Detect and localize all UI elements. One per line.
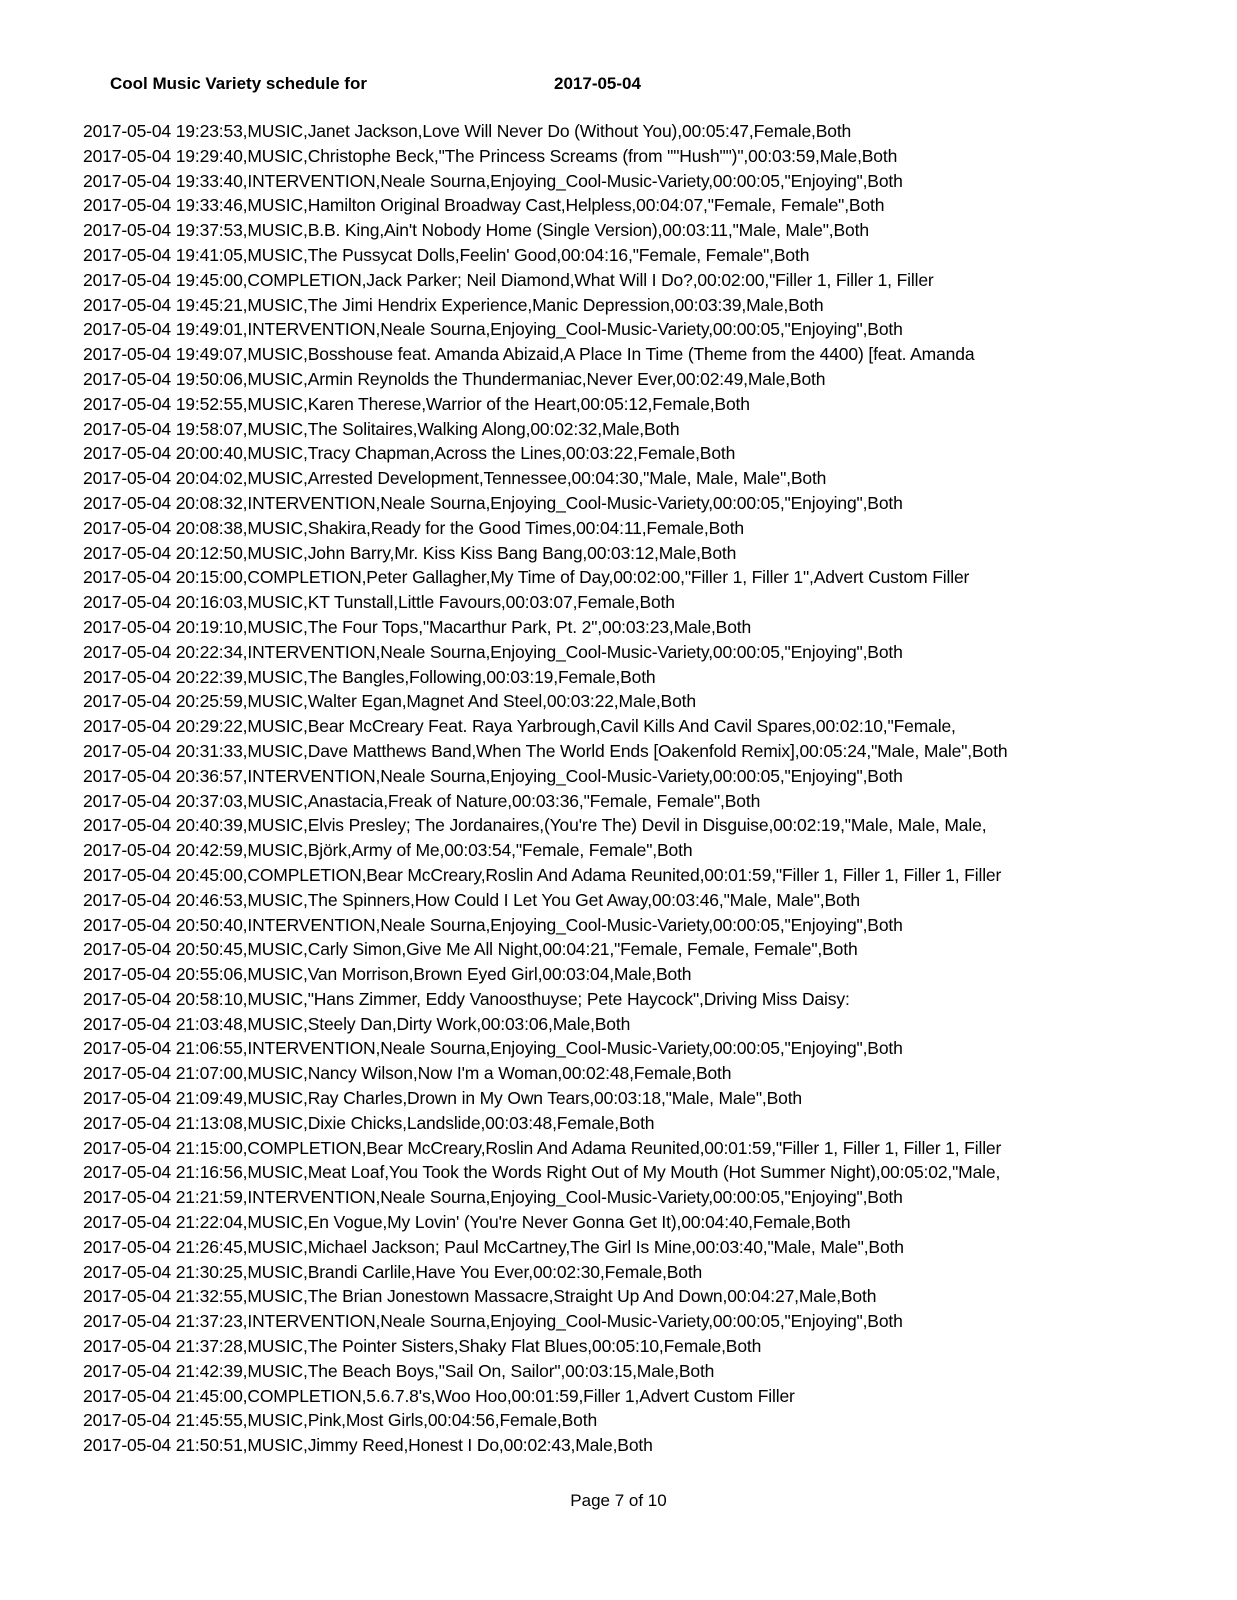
schedule-row: 2017-05-04 20:40:39,MUSIC,Elvis Presley; The Jordanaires,(You're The) Devil in Disguise,00:02:19,"Male, Male, Male, xyxy=(83,815,987,836)
schedule-row: 2017-05-04 19:33:40,INTERVENTION,Neale Sourna,Enjoying_Cool-Music-Variety,00:00:05,"Enjoying",Both xyxy=(83,170,903,191)
schedule-row: 2017-05-04 19:41:05,MUSIC,The Pussycat Dolls,Feelin' Good,00:04:16,"Female, Female",Both xyxy=(83,244,810,265)
schedule-row: 2017-05-04 20:42:59,MUSIC,Björk,Army of Me,00:03:54,"Female, Female",Both xyxy=(83,840,693,861)
schedule-row: 2017-05-04 21:50:51,MUSIC,Jimmy Reed,Honest I Do,00:02:43,Male,Both xyxy=(83,1435,653,1456)
schedule-row: 2017-05-04 20:00:40,MUSIC,Tracy Chapman,Across the Lines,00:03:22,Female,Both xyxy=(83,443,736,464)
schedule-row: 2017-05-04 20:37:03,MUSIC,Anastacia,Freak of Nature,00:03:36,"Female, Female",Both xyxy=(83,790,761,811)
schedule-row: 2017-05-04 21:26:45,MUSIC,Michael Jackson; Paul McCartney,The Girl Is Mine,00:03:40,"Male, Male",Both xyxy=(83,1236,904,1257)
schedule-list xyxy=(83,119,1183,1458)
schedule-row: 2017-05-04 21:09:49,MUSIC,Ray Charles,Drown in My Own Tears,00:03:18,"Male, Male",Both xyxy=(83,1088,802,1109)
schedule-row: 2017-05-04 19:37:53,MUSIC,B.B. King,Ain't Nobody Home (Single Version),00:03:11,"Male, Male",Both xyxy=(83,220,869,241)
schedule-row: 2017-05-04 20:46:53,MUSIC,The Spinners,How Could I Let You Get Away,00:03:46,"Male, Male",Both xyxy=(83,889,860,910)
schedule-row: 2017-05-04 19:50:06,MUSIC,Armin Reynolds the Thundermaniac,Never Ever,00:02:49,Male,Both xyxy=(83,368,826,389)
schedule-row: 2017-05-04 21:13:08,MUSIC,Dixie Chicks,Landslide,00:03:48,Female,Both xyxy=(83,1112,655,1133)
schedule-row: 2017-05-04 21:30:25,MUSIC,Brandi Carlile,Have You Ever,00:02:30,Female,Both xyxy=(83,1261,703,1282)
schedule-row: 2017-05-04 21:06:55,INTERVENTION,Neale Sourna,Enjoying_Cool-Music-Variety,00:00:05,"Enjoying",Both xyxy=(83,1038,903,1059)
schedule-row: 2017-05-04 19:23:53,MUSIC,Janet Jackson,Love Will Never Do (Without You),00:05:47,Female,Both xyxy=(83,121,852,141)
schedule-row: 2017-05-04 21:22:04,MUSIC,En Vogue,My Lovin' (You're Never Gonna Get It),00:04:40,Female,Both xyxy=(83,1212,851,1233)
schedule-row: 2017-05-04 20:50:40,INTERVENTION,Neale Sourna,Enjoying_Cool-Music-Variety,00:00:05,"Enjoying",Both xyxy=(83,914,903,935)
schedule-row: 2017-05-04 20:31:33,MUSIC,Dave Matthews Band,When The World Ends [Oakenfold Remix],00:05:24,"Male, Male",Both xyxy=(83,740,1008,761)
schedule-row: 2017-05-04 19:52:55,MUSIC,Karen Therese,Warrior of the Heart,00:05:12,Female,Both xyxy=(83,393,750,414)
schedule-row: 2017-05-04 21:15:00,COMPLETION,Bear McCreary,Roslin And Adama Reunited,00:01:59,"Filler 1, Filler 1, Filler 1, Filler xyxy=(83,1137,1002,1158)
schedule-row: 2017-05-04 19:45:21,MUSIC,The Jimi Hendrix Experience,Manic Depression,00:03:39,Male,Both xyxy=(83,294,824,315)
schedule-row: 2017-05-04 20:15:00,COMPLETION,Peter Gallagher,My Time of Day,00:02:00,"Filler 1, Filler 1",Advert Custom Filler xyxy=(83,567,970,588)
schedule-row: 2017-05-04 20:50:45,MUSIC,Carly Simon,Give Me All Night,00:04:21,"Female, Female, Female",Both xyxy=(83,939,858,960)
schedule-row: 2017-05-04 20:25:59,MUSIC,Walter Egan,Magnet And Steel,00:03:22,Male,Both xyxy=(83,691,696,712)
schedule-row: 2017-05-04 20:22:34,INTERVENTION,Neale Sourna,Enjoying_Cool-Music-Variety,00:00:05,"Enjoying",Both xyxy=(83,641,903,662)
schedule-row: 2017-05-04 19:58:07,MUSIC,The Solitaires,Walking Along,00:02:32,Male,Both xyxy=(83,418,680,439)
schedule-row: 2017-05-04 20:45:00,COMPLETION,Bear McCreary,Roslin And Adama Reunited,00:01:59,"Filler 1, Filler 1, Filler 1, Filler xyxy=(83,864,1002,885)
schedule-row: 2017-05-04 20:08:38,MUSIC,Shakira,Ready for the Good Times,00:04:11,Female,Both xyxy=(83,517,744,538)
schedule-row: 2017-05-04 19:45:00,COMPLETION,Jack Parker; Neil Diamond,What Will I Do?,00:02:00,"Filler 1, Filler 1, Filler xyxy=(83,269,934,290)
schedule-row: 2017-05-04 21:07:00,MUSIC,Nancy Wilson,Now I'm a Woman,00:02:48,Female,Both xyxy=(83,1063,732,1084)
schedule-title: Cool Music Variety schedule for xyxy=(110,74,367,93)
schedule-row: 2017-05-04 20:58:10,MUSIC,"Hans Zimmer, Eddy Vanoosthuyse; Pete Haycock",Driving Miss Daisy: xyxy=(83,988,850,1009)
schedule-row: 2017-05-04 19:49:01,INTERVENTION,Neale Sourna,Enjoying_Cool-Music-Variety,00:00:05,"Enjoying",Both xyxy=(83,319,903,340)
schedule-row: 2017-05-04 20:36:57,INTERVENTION,Neale Sourna,Enjoying_Cool-Music-Variety,00:00:05,"Enjoying",Both xyxy=(83,765,903,786)
page-header xyxy=(110,74,810,98)
schedule-row: 2017-05-04 21:37:28,MUSIC,The Pointer Sisters,Shaky Flat Blues,00:05:10,Female,Both xyxy=(83,1336,762,1357)
schedule-row: 2017-05-04 20:12:50,MUSIC,John Barry,Mr. Kiss Kiss Bang Bang,00:03:12,Male,Both xyxy=(83,542,737,563)
schedule-row: 2017-05-04 21:21:59,INTERVENTION,Neale Sourna,Enjoying_Cool-Music-Variety,00:00:05,"Enjoying",Both xyxy=(83,1187,903,1208)
schedule-row: 2017-05-04 20:29:22,MUSIC,Bear McCreary Feat. Raya Yarbrough,Cavil Kills And Cavil Spares,00:02:10,"Female, xyxy=(83,716,956,737)
schedule-row: 2017-05-04 20:16:03,MUSIC,KT Tunstall,Little Favours,00:03:07,Female,Both xyxy=(83,592,675,613)
schedule-row: 2017-05-04 20:19:10,MUSIC,The Four Tops,"Macarthur Park, Pt. 2",00:03:23,Male,Both xyxy=(83,616,752,637)
schedule-row: 2017-05-04 20:04:02,MUSIC,Arrested Development,Tennessee,00:04:30,"Male, Male, Male",Both xyxy=(83,468,827,489)
schedule-date: 2017-05-04 xyxy=(554,74,641,93)
schedule-row: 2017-05-04 21:45:55,MUSIC,Pink,Most Girls,00:04:56,Female,Both xyxy=(83,1410,598,1431)
schedule-row: 2017-05-04 19:29:40,MUSIC,Christophe Beck,"The Princess Screams (from ""Hush"")",00:03:59,Male,Both xyxy=(83,145,898,166)
schedule-row: 2017-05-04 20:55:06,MUSIC,Van Morrison,Brown Eyed Girl,00:03:04,Male,Both xyxy=(83,964,692,985)
schedule-row: 2017-05-04 19:33:46,MUSIC,Hamilton Original Broadway Cast,Helpless,00:04:07,"Female, Female",Both xyxy=(83,195,885,216)
schedule-row: 2017-05-04 21:37:23,INTERVENTION,Neale Sourna,Enjoying_Cool-Music-Variety,00:00:05,"Enjoying",Both xyxy=(83,1311,903,1332)
schedule-row: 2017-05-04 21:03:48,MUSIC,Steely Dan,Dirty Work,00:03:06,Male,Both xyxy=(83,1013,631,1034)
schedule-row: 2017-05-04 21:42:39,MUSIC,The Beach Boys,"Sail On, Sailor",00:03:15,Male,Both xyxy=(83,1360,715,1381)
schedule-row: 2017-05-04 20:22:39,MUSIC,The Bangles,Following,00:03:19,Female,Both xyxy=(83,666,656,687)
schedule-row: 2017-05-04 21:32:55,MUSIC,The Brian Jonestown Massacre,Straight Up And Down,00:04:27,Male,Both xyxy=(83,1286,877,1307)
schedule-row: 2017-05-04 21:16:56,MUSIC,Meat Loaf,You Took the Words Right Out of My Mouth (Hot Summer Night),00:05:02,"Male, xyxy=(83,1162,1001,1183)
schedule-row: 2017-05-04 20:08:32,INTERVENTION,Neale Sourna,Enjoying_Cool-Music-Variety,00:00:05,"Enjoying",Both xyxy=(83,492,903,513)
schedule-row: 2017-05-04 21:45:00,COMPLETION,5.6.7.8's,Woo Hoo,00:01:59,Filler 1,Advert Custom Filler xyxy=(83,1385,795,1406)
page-number: Page 7 of 10 xyxy=(570,1491,667,1510)
schedule-row: 2017-05-04 19:49:07,MUSIC,Bosshouse feat. Amanda Abizaid,A Place In Time (Theme from the 4400) [feat. Amanda xyxy=(83,344,975,365)
